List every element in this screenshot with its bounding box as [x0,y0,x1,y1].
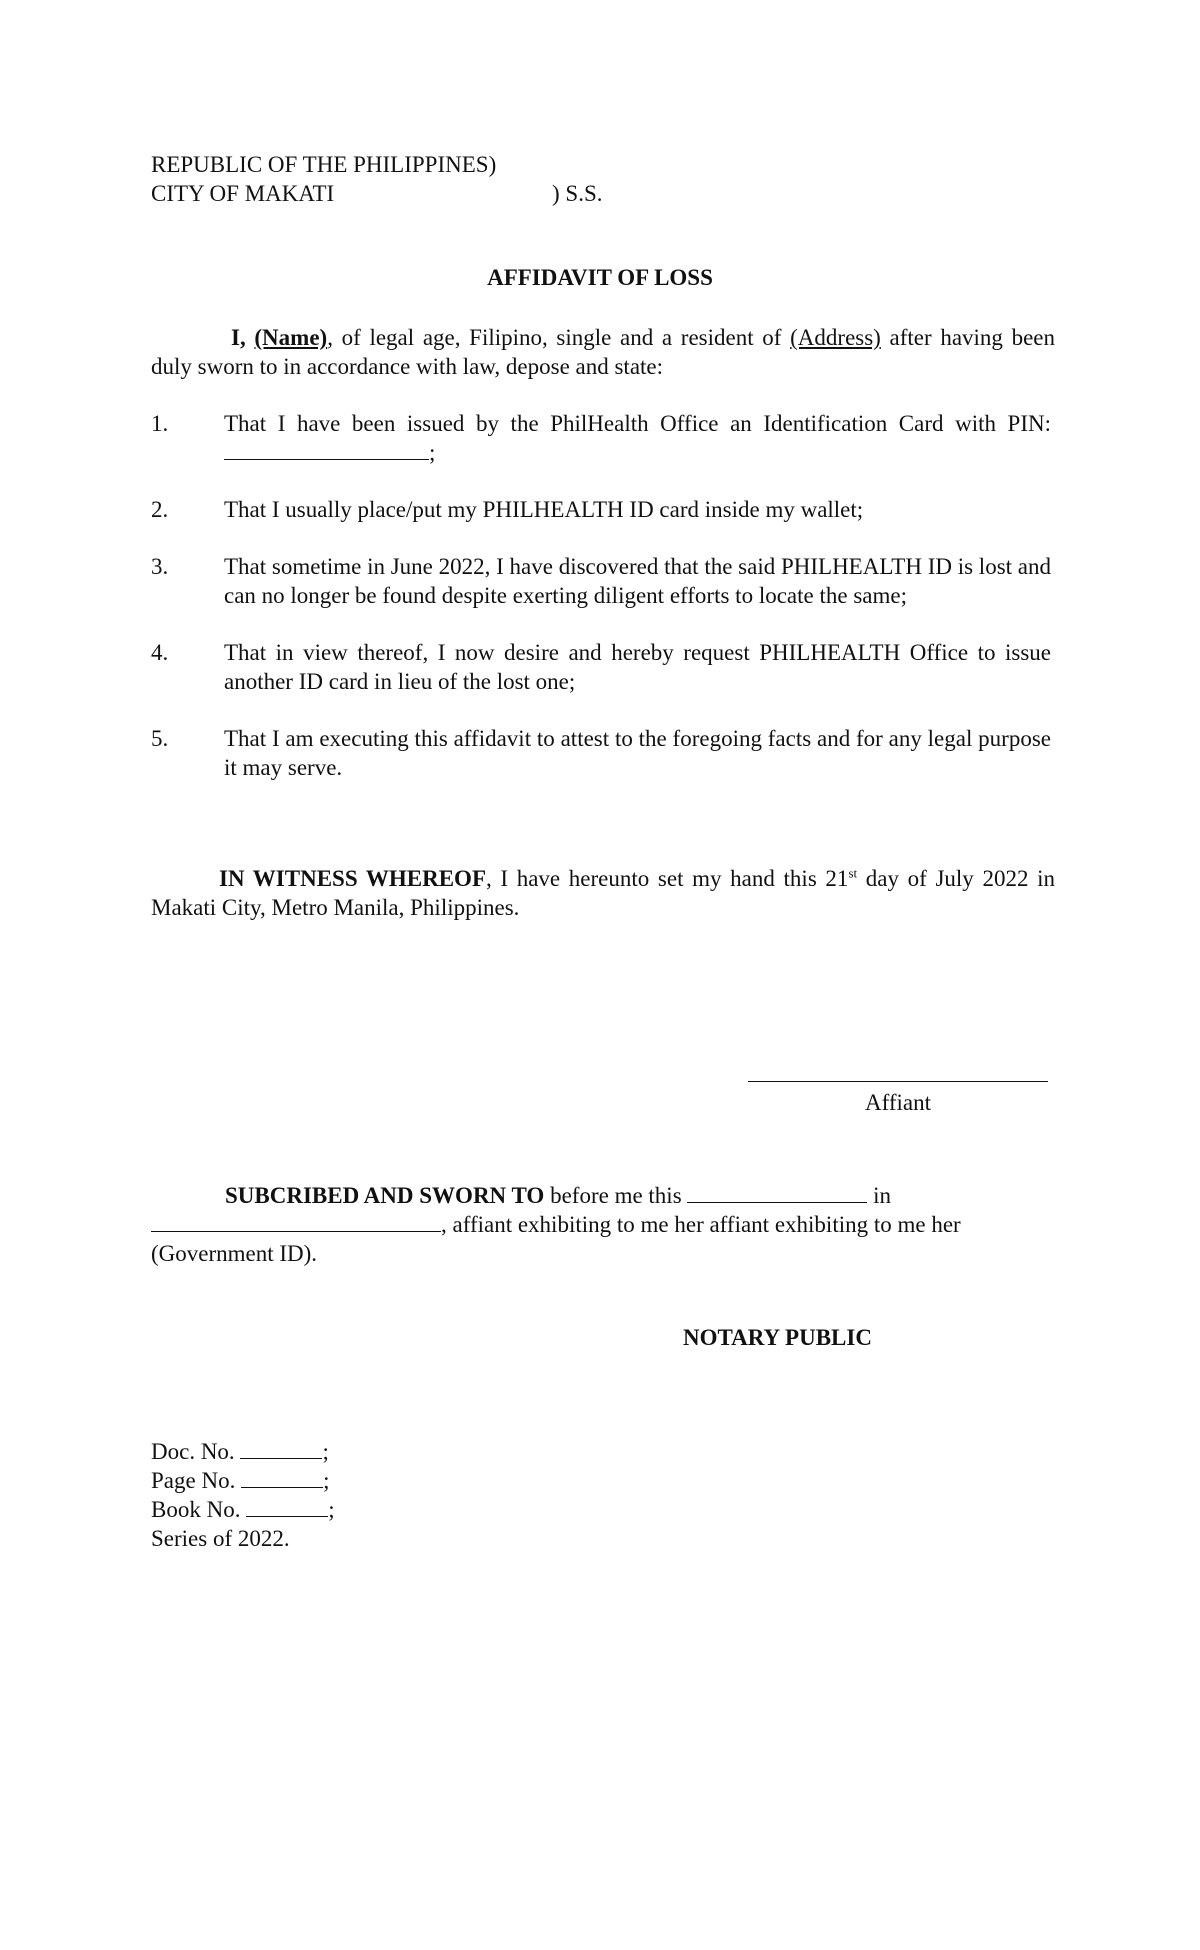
notary-public-label: NOTARY PUBLIC [683,1325,872,1350]
venue-block [151,150,771,208]
statement-suffix: ; [429,440,436,465]
page-number-line [151,1466,335,1495]
venue-city-line [151,179,771,208]
doc-number-end: ; [322,1439,329,1464]
jurat-rest: , affiant exhibiting to me her affiant exhibiting to me her (Government ID). [151,1212,961,1266]
signature-line [748,1081,1048,1082]
series-line: Series of 2022. [151,1526,290,1551]
book-number-label: Book No. [151,1497,241,1522]
witness-text: , I have hereunto set my hand this 21 [486,866,849,891]
witness-lead: IN WITNESS WHEREOF [219,866,486,891]
witness-rest: day of July 2022 in Makati City, Metro Manila, Philippines. [151,866,1056,920]
intro-name-placeholder: (Name) [254,325,328,350]
witness-ordinal-suffix: st [848,865,858,881]
affiant-label: Affiant [864,1090,931,1115]
statement-number: 2. [151,497,169,522]
statement-body: That I have been issued by the PhilHealth Office an Identification Card with PIN: [224,411,1051,436]
statement-item [151,724,1051,782]
document-title: AFFIDAVIT OF LOSS [487,265,713,290]
statement-list [151,409,1051,810]
intro-middle: , of legal age, Filipino, single and a resident of [327,325,782,350]
jurat-in: in [873,1183,892,1208]
statement-item [151,552,1051,610]
book-number-blank [246,1495,328,1517]
jurat-lead: SUBCRIBED AND SWORN TO [225,1183,545,1208]
statement-item [151,409,1051,467]
jurat-paragraph [151,1181,1055,1268]
doc-number-blank [240,1437,322,1459]
statement-number: 4. [151,640,169,665]
book-number-end: ; [328,1497,335,1522]
statement-number: 5. [151,726,169,751]
statement-item [151,495,1051,524]
venue-country: REPUBLIC OF THE PHILIPPINES) [151,152,497,177]
statement-number: 1. [151,411,169,436]
statement-text: That I usually place/put my PHILHEALTH ID card inside my wallet; [224,497,864,522]
statement-number: 3. [151,554,169,579]
witness-paragraph [151,864,1055,922]
notarial-register-block [151,1437,335,1553]
statement-text [224,409,1051,467]
jurat-date-blank [687,1181,867,1203]
venue-city: CITY OF MAKATI [151,181,335,206]
doc-number-label: Doc. No. [151,1439,235,1464]
intro-address-placeholder: (Address) [790,325,881,350]
statement-text: That sometime in June 2022, I have discovered that the said PHILHEALTH ID is lost and can no longer be found despite exerting diligent efforts to locate the same; [224,554,1051,608]
page-number-end: ; [323,1468,330,1493]
page-number-label: Page No. [151,1468,236,1493]
venue-ss: ) S.S. [552,181,603,206]
statement-item [151,638,1051,696]
statement-text: That I am executing this affidavit to attest to the foregoing facts and for any legal purpose it may serve. [224,726,1051,780]
jurat-text: before me this [550,1183,682,1208]
jurat-place-blank [151,1210,441,1232]
intro-pronoun: I, [231,325,246,350]
pin-blank-line [224,438,429,460]
intro-tail: after having been duly sworn to in accordance with law, depose and state: [151,325,1056,379]
page-number-blank [241,1466,323,1488]
statement-text: That in view thereof, I now desire and hereby request PHILHEALTH Office to issue another ID card in lieu of the lost one; [224,640,1051,694]
book-number-line [151,1495,335,1524]
affiant-signature-block [746,1081,1050,1117]
intro-paragraph [151,323,1055,381]
doc-number-line [151,1437,335,1466]
